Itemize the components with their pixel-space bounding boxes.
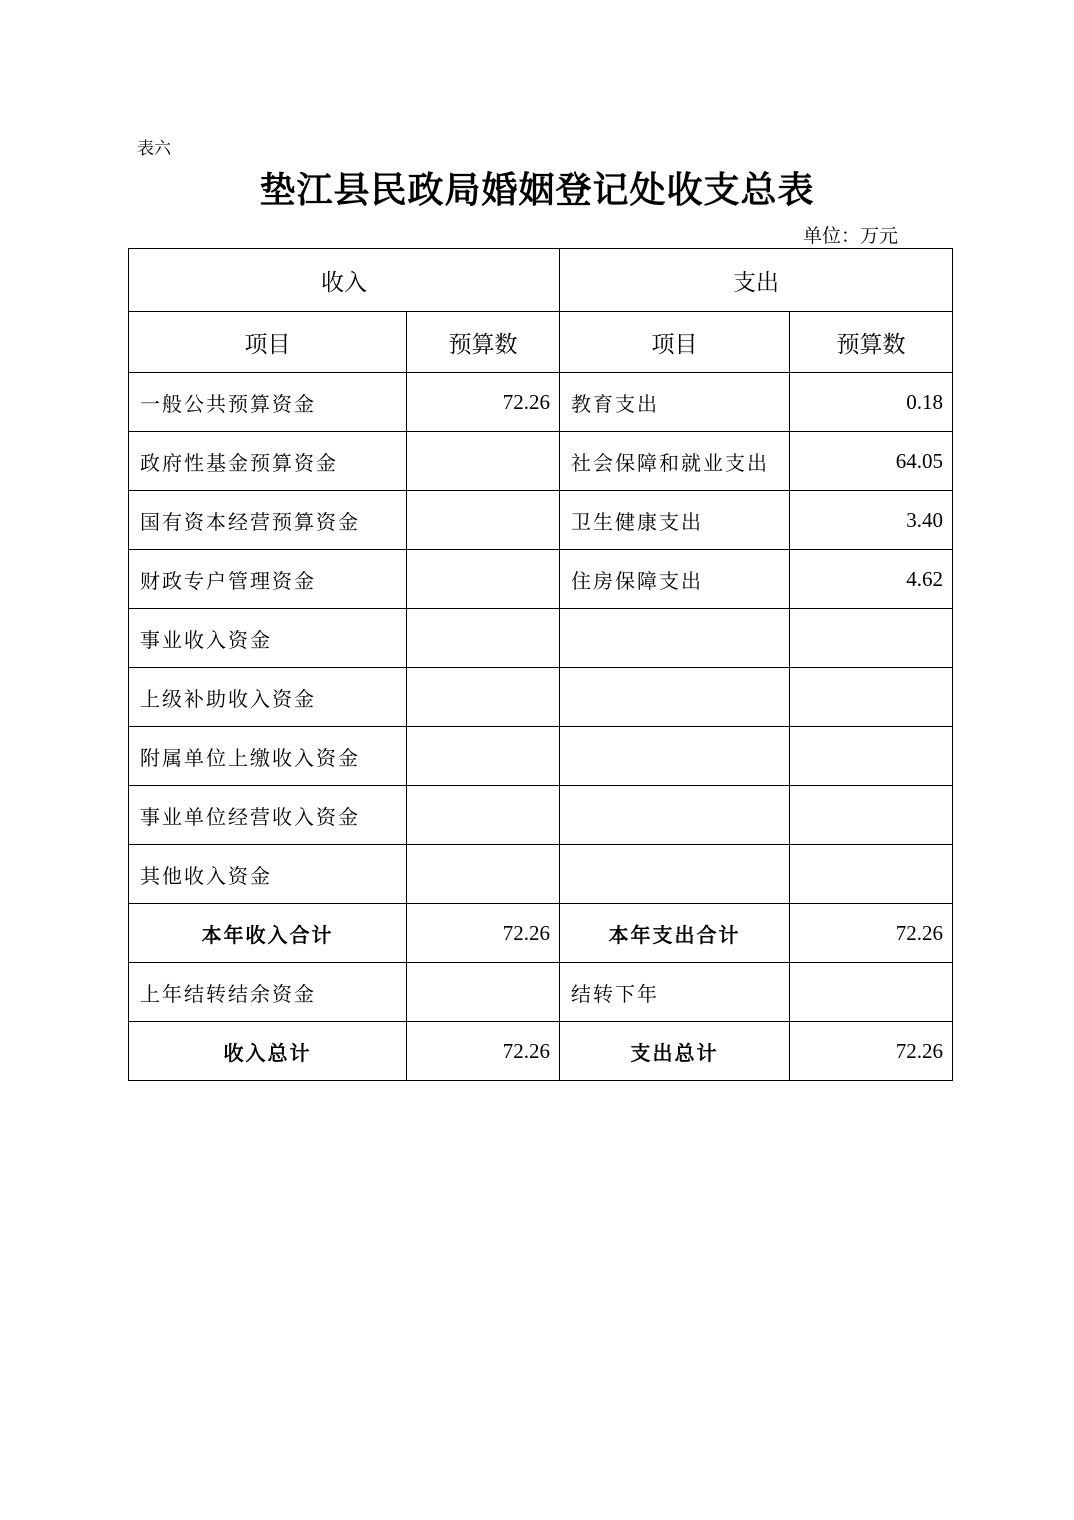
expense-budget-header: 预算数 — [790, 312, 953, 373]
expense-value: 3.40 — [790, 491, 953, 550]
expense-value — [790, 668, 953, 727]
income-value — [407, 668, 560, 727]
income-item-header: 项目 — [129, 312, 407, 373]
table-row — [129, 609, 953, 668]
table-row — [129, 845, 953, 904]
income-value — [407, 491, 560, 550]
income-value — [407, 727, 560, 786]
income-value — [407, 786, 560, 845]
income-item: 其他收入资金 — [129, 845, 407, 904]
table-row — [129, 432, 953, 491]
table-row — [129, 727, 953, 786]
expense-item: 教育支出 — [560, 373, 790, 432]
expense-item: 住房保障支出 — [560, 550, 790, 609]
table-row — [129, 373, 953, 432]
expense-item — [560, 845, 790, 904]
table-label: 表六 — [137, 139, 171, 159]
income-value — [407, 609, 560, 668]
income-carry-value — [407, 963, 560, 1022]
income-item: 一般公共预算资金 — [129, 373, 407, 432]
year-total-row — [129, 904, 953, 963]
expense-year-total-value: 72.26 — [790, 904, 953, 963]
expense-grand-total-value: 72.26 — [790, 1022, 953, 1081]
income-item: 政府性基金预算资金 — [129, 432, 407, 491]
income-item: 上级补助收入资金 — [129, 668, 407, 727]
income-carry-label: 上年结转结余资金 — [129, 963, 407, 1022]
income-value — [407, 550, 560, 609]
expense-carry-value — [790, 963, 953, 1022]
income-grand-total-value: 72.26 — [407, 1022, 560, 1081]
income-item: 事业收入资金 — [129, 609, 407, 668]
income-item: 事业单位经营收入资金 — [129, 786, 407, 845]
carry-over-row — [129, 963, 953, 1022]
expense-value: 64.05 — [790, 432, 953, 491]
income-year-total-label: 本年收入合计 — [129, 904, 407, 963]
expense-carry-label: 结转下年 — [560, 963, 790, 1022]
expense-item — [560, 668, 790, 727]
expense-item — [560, 786, 790, 845]
expense-value: 4.62 — [790, 550, 953, 609]
table-row — [129, 668, 953, 727]
income-header: 收入 — [129, 249, 560, 312]
expense-item-header: 项目 — [560, 312, 790, 373]
expense-header: 支出 — [560, 249, 953, 312]
grand-total-row — [129, 1022, 953, 1081]
expense-value: 0.18 — [790, 373, 953, 432]
income-item: 财政专户管理资金 — [129, 550, 407, 609]
expense-item — [560, 727, 790, 786]
expense-year-total-label: 本年支出合计 — [560, 904, 790, 963]
income-budget-header: 预算数 — [407, 312, 560, 373]
expense-value — [790, 845, 953, 904]
income-value — [407, 845, 560, 904]
income-expense-table — [128, 248, 953, 1081]
expense-item: 卫生健康支出 — [560, 491, 790, 550]
table-header-row — [129, 249, 953, 312]
income-year-total-value: 72.26 — [407, 904, 560, 963]
income-value: 72.26 — [407, 373, 560, 432]
expense-value — [790, 786, 953, 845]
income-grand-total-label: 收入总计 — [129, 1022, 407, 1081]
table-row — [129, 786, 953, 845]
expense-value — [790, 609, 953, 668]
income-value — [407, 432, 560, 491]
table-subheader-row — [129, 312, 953, 373]
table-row — [129, 550, 953, 609]
income-item: 国有资本经营预算资金 — [129, 491, 407, 550]
page-title: 垫江县民政局婚姻登记处收支总表 — [259, 169, 815, 211]
expense-value — [790, 727, 953, 786]
expense-item: 社会保障和就业支出 — [560, 432, 790, 491]
expense-grand-total-label: 支出总计 — [560, 1022, 790, 1081]
expense-item — [560, 609, 790, 668]
table-row — [129, 491, 953, 550]
unit-label: 单位：万元 — [802, 225, 898, 247]
income-item: 附属单位上缴收入资金 — [129, 727, 407, 786]
